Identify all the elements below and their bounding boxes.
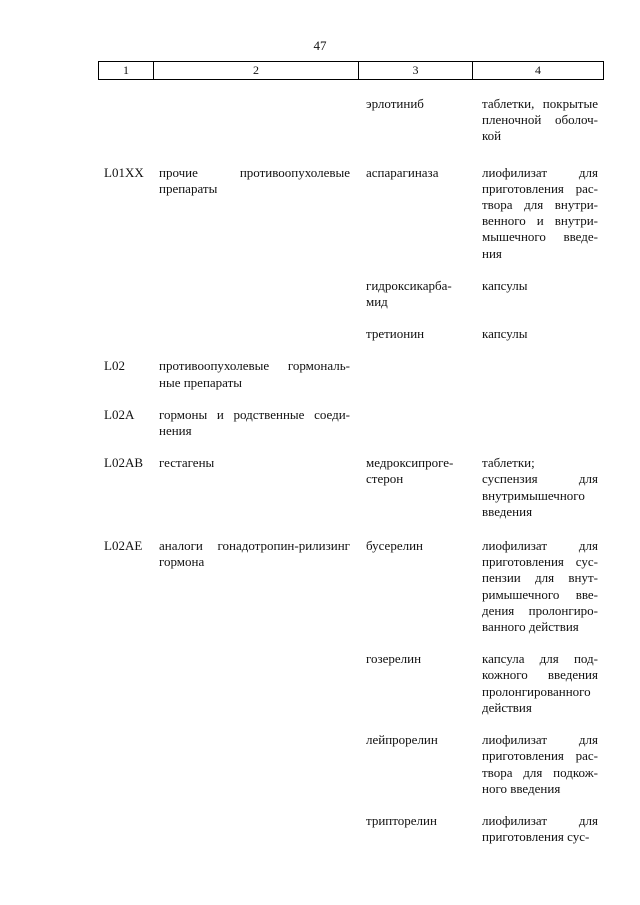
substance-name-cell	[358, 538, 472, 635]
dosage-form-line: суспензия для	[482, 471, 598, 487]
dosage-form-line: таблетки;	[482, 455, 535, 471]
substance-name-cell	[358, 651, 472, 716]
ath-code-cell	[98, 407, 153, 439]
dosage-form-cell	[472, 278, 604, 310]
group-name-line: прочие противоопухолевые	[159, 164, 350, 180]
substance-name-cell	[358, 96, 472, 145]
ath-code-cell	[98, 278, 153, 310]
header-col-3: 3	[358, 62, 472, 79]
dosage-form-line: капсулы	[482, 326, 528, 342]
group-name-cell	[153, 96, 358, 145]
substance-name-cell	[358, 358, 472, 390]
dosage-form-line: капсулы	[482, 277, 528, 293]
table-row	[98, 165, 604, 262]
dosage-form-cell	[472, 813, 604, 845]
ath-code-cell	[98, 813, 153, 845]
table-body	[98, 78, 604, 845]
dosage-form-line: лиофилизат для	[482, 538, 598, 554]
ath-code-cell	[98, 732, 153, 797]
dosage-form-cell	[472, 651, 604, 716]
table-row	[98, 407, 604, 439]
header-col-2: 2	[153, 62, 358, 79]
header-col-4: 4	[472, 62, 604, 79]
table-row	[98, 538, 604, 635]
dosage-form-line: лиофилизат для	[482, 164, 598, 180]
table-row	[98, 358, 604, 390]
dosage-form-cell	[472, 165, 604, 262]
dosage-form-cell	[472, 358, 604, 390]
dosage-form-cell	[472, 407, 604, 439]
dosage-form-line: лиофилизат для	[482, 812, 598, 828]
substance-name-line: эрлотиниб	[366, 96, 424, 111]
substance-name-line: аспарагиназа	[366, 164, 439, 180]
substance-name-cell	[358, 326, 472, 342]
group-name-cell	[153, 358, 358, 390]
group-name-line: аналоги гонадотропин-рилизинг	[159, 538, 350, 554]
substance-name-cell	[358, 455, 472, 520]
ath-code: L01XX	[104, 164, 144, 180]
group-name-cell	[153, 455, 358, 520]
ath-code-cell	[98, 165, 153, 262]
substance-name-cell	[358, 278, 472, 310]
dosage-form-line: твора для внутри-	[482, 197, 598, 213]
dosage-form-cell	[472, 732, 604, 797]
ath-code-cell	[98, 358, 153, 390]
dosage-form-line: приготовления рас-	[482, 748, 598, 764]
group-name-line: противоопухолевые гормональ-	[159, 358, 350, 374]
ath-code-cell	[98, 96, 153, 145]
table-row	[98, 651, 604, 716]
substance-name-cell	[358, 732, 472, 797]
ath-code-cell	[98, 538, 153, 635]
substance-name-line: трипторелин	[366, 812, 437, 828]
group-name-cell	[153, 326, 358, 342]
substance-name-line: гидроксикарба-	[366, 277, 452, 293]
dosage-form-line: капсула для под-	[482, 651, 598, 667]
group-name-cell	[153, 651, 358, 716]
dosage-form-line: приготовления рас-	[482, 180, 598, 196]
ath-code: L02AB	[104, 455, 143, 471]
dosage-form-line: ванного действия	[482, 619, 579, 635]
substance-name-line: гозерелин	[366, 651, 422, 667]
group-name-cell	[153, 538, 358, 635]
group-name-line: гестагены	[159, 455, 215, 471]
table-row	[98, 732, 604, 797]
dosage-form-cell	[472, 538, 604, 635]
dosage-form-cell	[472, 96, 604, 145]
group-name-line: ные препараты	[159, 374, 243, 390]
dosage-form-line: пролонгированного	[482, 683, 591, 699]
table-row	[98, 96, 604, 145]
dosage-form-line: ния	[482, 245, 502, 261]
page-number: 47	[313, 38, 327, 53]
substance-name-line: третионин	[366, 326, 425, 342]
dosage-form-line: ного введения	[482, 780, 561, 796]
table-row	[98, 455, 604, 520]
group-name-cell	[153, 813, 358, 845]
group-name-cell	[153, 407, 358, 439]
dosage-form-line: приготовления сус-	[482, 829, 590, 845]
dosage-form-line: пензии для внут-	[482, 570, 598, 586]
group-name-cell	[153, 732, 358, 797]
dosage-form-line: пленочной оболоч-	[482, 112, 598, 128]
dosage-form-line: введения	[482, 503, 533, 519]
dosage-form-line: лиофилизат для	[482, 732, 598, 748]
header-col-1: 1	[98, 62, 153, 79]
dosage-form-line: твора для подкож-	[482, 764, 598, 780]
substance-name-line: медроксипроге-	[366, 455, 454, 471]
substance-name-line: бусерелин	[366, 538, 423, 554]
substance-name-line: лейпрорелин	[366, 732, 438, 748]
substance-name-line: мид	[366, 294, 388, 310]
dosage-form-cell	[472, 326, 604, 342]
substance-name-cell	[358, 165, 472, 262]
ath-code-cell	[98, 651, 153, 716]
dosage-form-line: дения пролонгиро-	[482, 602, 598, 618]
dosage-form-line: мышечного введе-	[482, 229, 598, 245]
dosage-form-line: римышечного вве-	[482, 586, 598, 602]
ath-code: L02	[104, 358, 125, 374]
group-name-line: гормона	[159, 554, 205, 570]
group-name-cell	[153, 278, 358, 310]
ath-code: L02A	[104, 406, 135, 422]
group-name-line: гормоны и родственные соеди-	[159, 406, 350, 422]
dosage-form-cell	[472, 455, 604, 520]
substance-name-cell	[358, 813, 472, 845]
group-name-line: препараты	[159, 180, 218, 196]
table-row	[98, 278, 604, 310]
dosage-form-line: кожного введения	[482, 667, 598, 683]
dosage-form-line: венного и внутри-	[482, 213, 598, 229]
dosage-form-line: таблетки, покрытые	[482, 96, 598, 111]
dosage-form-line: кой	[482, 128, 502, 144]
group-name-line: нения	[159, 423, 192, 439]
ath-code-cell	[98, 455, 153, 520]
table-row	[98, 326, 604, 342]
dosage-form-line: приготовления сус-	[482, 554, 598, 570]
dosage-form-line: внутримышечного	[482, 487, 585, 503]
ath-code: L02AE	[104, 538, 143, 554]
dosage-form-line: действия	[482, 699, 532, 715]
table-row	[98, 813, 604, 845]
ath-code-cell	[98, 326, 153, 342]
group-name-cell	[153, 165, 358, 262]
substance-name-cell	[358, 407, 472, 439]
substance-name-line: стерон	[366, 471, 404, 487]
